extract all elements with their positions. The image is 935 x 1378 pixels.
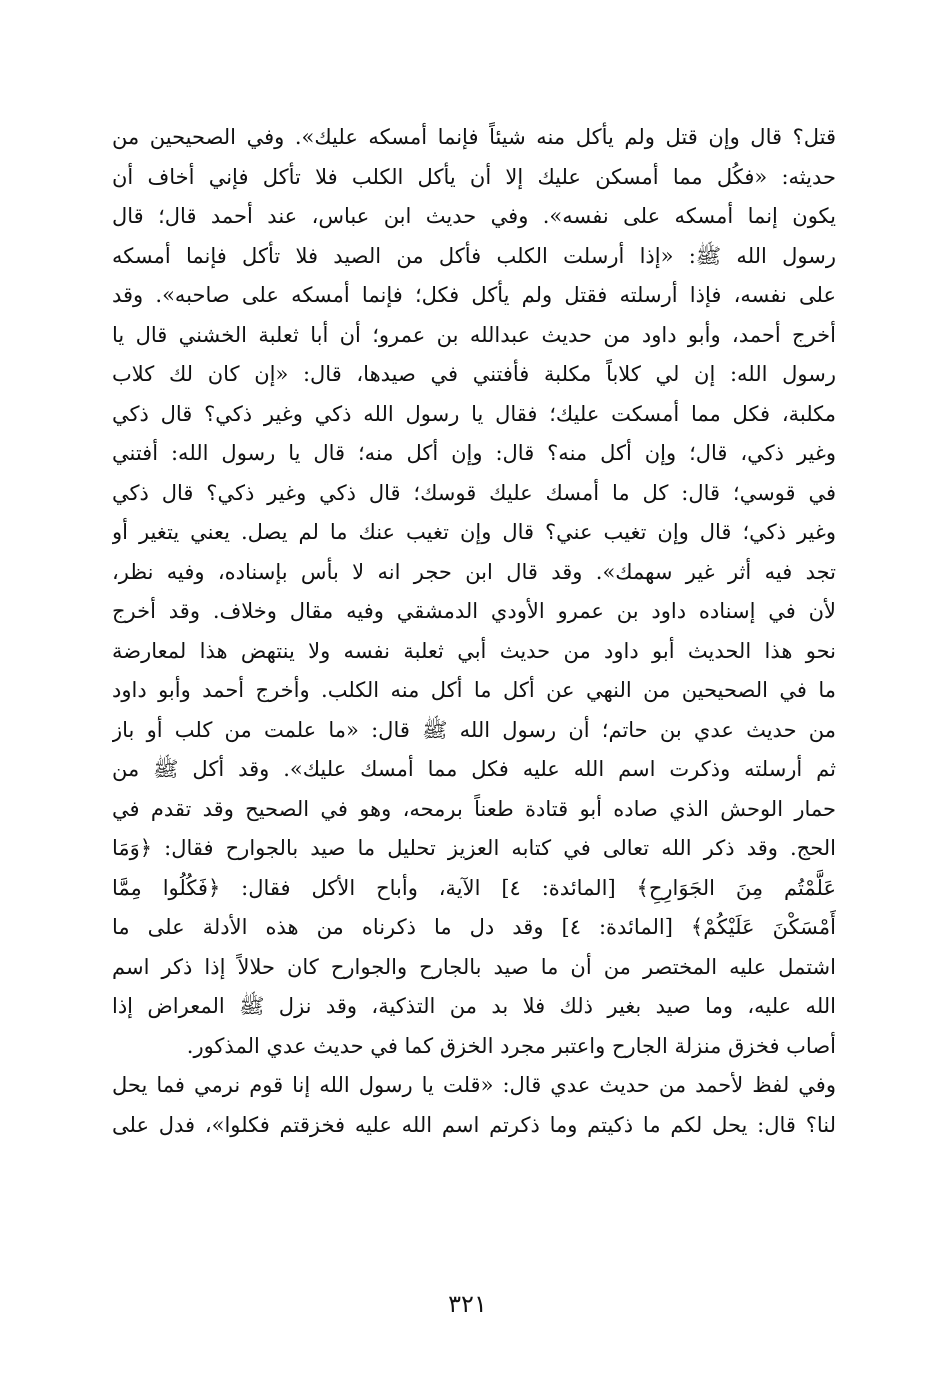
text-line-1: قتل؟ قال وإن قتل ولم يأكل منه شيئاً فإنما أمسكه عليك». وفي الصحيحين من <box>112 125 836 149</box>
text-line-4: رسول الله ﷺ: «إذا أرسلت الكلب فأكل من الصيد فلا تأكل فإنما أمسكه <box>112 243 836 268</box>
text-line-9: وغير ذكي، قال؛ وإن أكل منه؟ قال: وإن أكل منه؛ قال يا رسول الله: أفتني <box>112 441 836 465</box>
text-line-6: أخرج أحمد، وأبو داود من حديث عبدالله بن عمرو؛ أن أبا ثعلبة الخشني قال يا <box>112 322 836 347</box>
text-line-25: وفي لفظ لأحمد من حديث عدي قال: «قلت يا رسول الله إنا قوم نرمي فما يحل <box>112 1073 836 1097</box>
text-line-20: عَلَّمْتُم مِنَ الجَوَارِحِ﴾ [المائدة: ٤] الآية، وأباح الأكل فقال: ﴿فَكُلُوا مِمَّا <box>112 875 836 900</box>
text-line-11: وغير ذكي؛ قال وإن تغيب عني؟ قال وإن تغيب عنك ما لم يصل. يعني يتغير أو <box>112 520 836 544</box>
text-line-5: على نفسه، فإذا أرسلته فقتل ولم يأكل فكل؛ فإنما أمسكه على صاحبه». وقد <box>112 283 836 307</box>
text-line-19: الحج. وقد ذكر الله تعالى في كتابه العزيز تحليل ما صيد بالجوارح فقال: ﴿وَمَا <box>112 836 836 860</box>
text-line-14: نحو هذا الحديث أبو داود من حديث أبي ثعلبة نفسه ولا ينتهض هذا لمعارضة <box>112 638 836 663</box>
page-body <box>112 118 836 1318</box>
text-line-21: أَمْسَكْنَ عَلَيْكُمْ﴾ [المائدة: ٤] وقد دل ما ذكرناه من هذه الأدلة على ما <box>112 915 836 939</box>
text-line-17: ثم أرسلته وذكرت اسم الله عليه فكل مما أمسك عليك». وقد أكل ﷺ من <box>112 757 836 781</box>
text-line-16: من حديث عدي بن حاتم؛ أن رسول الله ﷺ قال: «ما علمت من كلب أو باز <box>112 717 836 742</box>
text-line-22: اشتمل عليه المختصر من أن ما صيد بالجارح والجوارح كان حلالاً إذا ذكر اسم <box>112 954 836 979</box>
text-line-18: حمار الوحش الذي صاده أبو قتادة طعناً برمحه، وهو في الصحيح وقد تقدم في <box>112 796 836 821</box>
text-line-3: يكون إنما أمسكه على نفسه». وفي حديث ابن عباس، عند أحمد قال؛ قال <box>112 204 836 228</box>
text-line-12: تجد فيه أثر غير سهمك». وقد قال ابن حجر انه لا بأس بإسناده، وفيه نظر، <box>112 559 836 584</box>
text-line-2: حديثه: «فكُل مما أمسكن عليك إلا أن يأكل الكلب فلا تأكل فإني أخاف أن <box>112 164 836 189</box>
text-line-15: ما في الصحيحين من النهي عن أكل ما أكل منه الكلب. وأخرج أحمد وأبو داود <box>112 678 836 702</box>
text-line-26: لنا؟ قال: يحل لكم ما ذكيتم وما ذكرتم اسم الله عليه فخزقتم فكلوا»، فدل على <box>112 1112 836 1137</box>
text-line-23: الله عليه، وما صيد بغير ذلك فلا بد من التذكية، وقد نزل ﷺ المعراض إذا <box>112 994 836 1018</box>
text-line-13: لأن في إسناده داود بن عمرو الأودي الدمشقي وفيه مقال وخلاف. وقد أخرج <box>112 599 836 623</box>
page-number: ٣٢١ <box>448 1290 487 1318</box>
text-line-24: أصاب فخزق منزلة الجارح واعتبر مجرد الخزق كما في حديث عدي المذكور. <box>186 1033 836 1058</box>
text-line-10: في قوسي؛ قال: كل ما أمسك عليك قوسك؛ قال ذكي وغير ذكي؟ قال ذكي <box>112 480 836 505</box>
text-line-7: رسول الله: إن لي كلاباً مكلبة فأفتني في صيدها، قال: «إن كان لك كلاب <box>112 362 836 386</box>
text-line-8: مكلبة، فكل مما أمسكت عليك؛ فقال يا رسول الله ذكي وغير ذكي؟ قال ذكي <box>112 401 836 426</box>
